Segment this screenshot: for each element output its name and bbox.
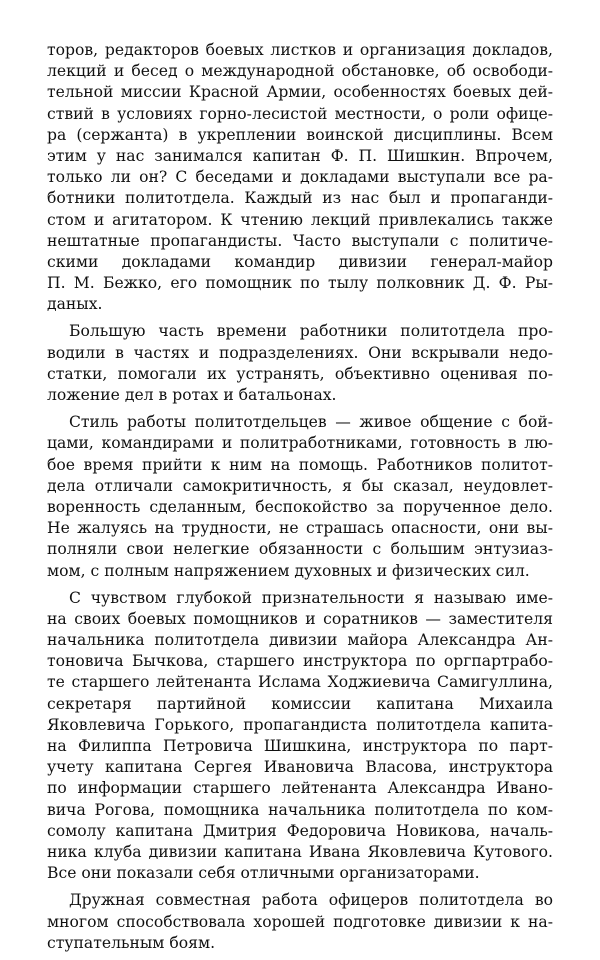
text-line: Все они показали себя отличными организаторами. — [47, 864, 480, 883]
text-line: мом, с полным напряжением духовных и физических сил. — [47, 561, 530, 580]
text-line: на Филиппа Петровича Шишкина, инструктора по парт- — [47, 737, 553, 755]
paragraph-4 — [47, 588, 553, 885]
text-line: Стиль работы политотдельцев — живое общение с бой- — [69, 413, 553, 432]
text-line: тоновича Бычкова, старшего инструктора по оргпартрабо- — [47, 652, 553, 671]
text-line: тельной миссии Красной Армии, особенностях боевых дей- — [47, 83, 553, 102]
text-line: бое время прийти к ним на помощь. Работников политот- — [47, 455, 553, 474]
text-line: Дружная совместная работа офицеров политотдела во — [69, 891, 553, 910]
text-line: статки, помогали их устранять, объективно оценивая по- — [47, 364, 553, 383]
paragraph-1 — [47, 40, 553, 315]
text-line: по информации старшего лейтенанта Александра Ивано- — [47, 779, 553, 798]
text-line: лекций и бесед о международной обстановке, об освободи- — [47, 62, 553, 81]
text-line: секретаря партийной комиссии капитана Михаила — [47, 694, 553, 713]
text-line: П. М. Бежко, его помощник по тылу полковник Д. Ф. Ры- — [47, 274, 553, 293]
text-line: начальника политотдела дивизии майора Александра Ан- — [47, 631, 553, 650]
text-line: ступательным боям. — [47, 933, 216, 952]
paragraph-3 — [47, 412, 553, 582]
text-line: Не жалуясь на трудности, не страшась опасности, они вы- — [47, 519, 553, 538]
text-line: ствий в условиях горно-лесистой местности, о роли офице- — [47, 104, 553, 123]
text-line: на своих боевых помощников и соратников — заместителя — [47, 609, 553, 628]
text-line: ботники политотдела. Каждый из нас был и пропаганди- — [47, 189, 553, 208]
text-line: воренность сделанным, беспокойство за порученное дело. — [47, 497, 553, 516]
paragraph-5 — [47, 890, 553, 954]
text-line: полняли свои нелегкие обязанности с большим энтузиаз- — [47, 540, 553, 559]
text-line: ложение дел в ротах и батальонах. — [47, 386, 337, 404]
paragraph-2 — [47, 321, 553, 406]
text-line: цами, командирами и политработниками, готовность в лю- — [47, 434, 553, 453]
text-line: стом и агитатором. К чтению лекций привлекались также — [47, 210, 553, 229]
text-line: только ли он? С беседами и докладами выступали все ра- — [47, 168, 553, 187]
text-line: торов, редакторов боевых листков и организация докладов, — [47, 41, 553, 59]
text-line: Большую часть времени работники политотдела про- — [69, 322, 553, 341]
text-line: нештатные пропагандисты. Часто выступали с политиче- — [47, 231, 553, 250]
text-line: скими докладами командир дивизии генерал-майор — [47, 252, 553, 271]
text-line: ра (сержанта) в укреплении воинской дисциплины. Всем — [47, 125, 553, 144]
text-line: Яковлевича Горького, пропагандиста политотдела капита- — [47, 715, 553, 734]
text-line: С чувством глубокой признательности я называю име- — [69, 588, 553, 607]
text-line: вича Рогова, помощника начальника политотдела по ком- — [47, 800, 553, 819]
text-line: ника клуба дивизии капитана Ивана Яковлевича Кутового. — [47, 842, 553, 861]
text-line: сомолу капитана Дмитрия Федоровича Новикова, началь- — [47, 821, 553, 840]
text-line: многом способствовала хорошей подготовке дивизии к на- — [47, 912, 553, 931]
book-page — [47, 40, 553, 960]
text-line: водили в частях и подразделениях. Они вскрывали недо- — [47, 343, 553, 362]
text-line: этим у нас занимался капитан Ф. П. Шишкин. Впрочем, — [47, 146, 553, 165]
text-line: даных. — [47, 295, 103, 314]
text-line: те старшего лейтенанта Ислама Ходжиевича Самигуллина, — [47, 673, 553, 692]
text-line: учету капитана Сергея Ивановича Власова, инструктора — [47, 758, 553, 777]
text-line: дела отличали самокритичность, я бы сказал, неудовлет- — [47, 476, 553, 495]
